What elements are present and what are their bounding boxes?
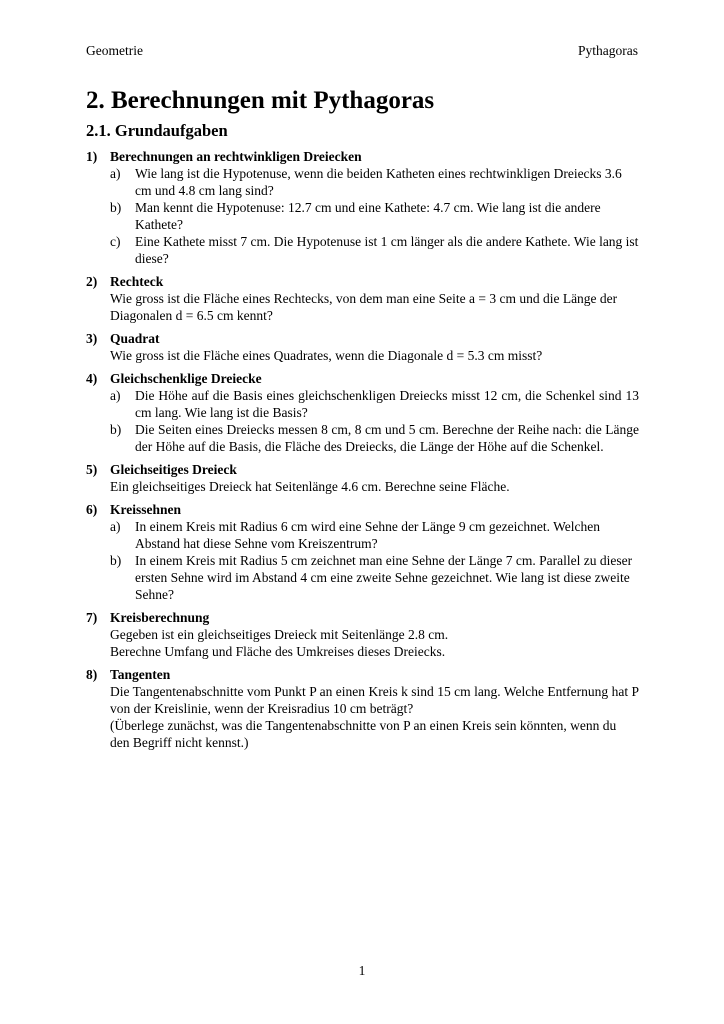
subtask-text: Die Höhe auf die Basis eines gleichschenkligen Dreiecks misst 12 cm, die Schenkel sind 13 cm lang. Wie lang ist die Basis? (135, 388, 639, 420)
subtask-letter: a) (110, 166, 121, 181)
task-text-line: (Überlege zunächst, was die Tangentenabschnitte von P an einen Kreis sein könnten, wenn du den Begriff nicht kennst.) (110, 718, 617, 750)
page-title: 2. Berechnungen mit Pythagoras (86, 87, 435, 114)
subtask (110, 421, 639, 455)
header-right: Pythagoras (578, 43, 638, 58)
subtask (110, 233, 639, 267)
subtask-letter: c) (110, 234, 121, 249)
task-title: Gleichschenklige Dreiecke (110, 371, 262, 386)
task-list (86, 148, 639, 751)
subtask (110, 199, 639, 233)
header-left: Geometrie (86, 43, 143, 58)
subtask-letter: a) (110, 519, 121, 534)
task-number: 7) (86, 610, 98, 625)
task-item (86, 148, 639, 267)
task-number: 8) (86, 667, 98, 682)
subtask-text: In einem Kreis mit Radius 5 cm zeichnet man eine Sehne der Länge 7 cm. Parallel zu dieser ersten Sehne wird im Abstand 4 cm eine zweite Sehne gezeichnet. Wie lang ist diese zweite Sehne? (135, 553, 633, 602)
subtask-text: Man kennt die Hypotenuse: 12.7 cm und eine Kathete: 4.7 cm. Wie lang ist die andere Kathete? (135, 200, 601, 232)
subtask (110, 518, 639, 552)
task-title: Rechteck (110, 274, 164, 289)
task-text-line: Gegeben ist ein gleichseitiges Dreieck mit Seitenlänge 2.8 cm. (110, 627, 449, 642)
section-title: 2.1. Grundaufgaben (86, 121, 228, 140)
task-title: Quadrat (110, 331, 160, 346)
task-number: 6) (86, 502, 98, 517)
task-item (86, 330, 639, 364)
task-number: 2) (86, 274, 98, 289)
task-number: 5) (86, 462, 98, 477)
task-number: 3) (86, 331, 98, 346)
subtask-letter: b) (110, 422, 122, 437)
subtask (110, 552, 639, 603)
task-text: Wie gross ist die Fläche eines Rechtecks, von dem man eine Seite a = 3 cm und die Länge der Diagonalen d = 6.5 cm kennt? (110, 291, 618, 323)
subtask-text: Die Seiten eines Dreiecks messen 8 cm, 8 cm und 5 cm. Berechne der Reihe nach: die Länge der Höhe auf die Basis, die Fläche des Dreiecks, die Länge der Höhe auf die Schenkel. (135, 422, 639, 454)
page-number: 1 (358, 963, 366, 978)
task-item (86, 461, 639, 495)
task-text: Wie gross ist die Fläche eines Quadrates, wenn die Diagonale d = 5.3 cm misst? (110, 348, 543, 363)
task-title: Kreisberechnung (110, 610, 210, 625)
subtask (110, 387, 639, 421)
task-text: Ein gleichseitiges Dreieck hat Seitenlänge 4.6 cm. Berechne seine Fläche. (110, 479, 510, 494)
task-item (86, 501, 639, 603)
task-title: Gleichseitiges Dreieck (110, 462, 237, 477)
subtask-letter: b) (110, 200, 122, 215)
task-title: Tangenten (110, 667, 171, 682)
task-text-line: Die Tangentenabschnitte vom Punkt P an einen Kreis k sind 15 cm lang. Welche Entfernung hat P von der Kreislinie, wenn der Kreisradius 10 cm beträgt? (110, 684, 639, 716)
subtask-letter: b) (110, 553, 122, 568)
running-header (86, 43, 638, 59)
task-number: 1) (86, 149, 98, 164)
task-title: Berechnungen an rechtwinkligen Dreiecken (110, 149, 362, 164)
subtask-letter: a) (110, 388, 121, 403)
subtask-text: Wie lang ist die Hypotenuse, wenn die beiden Katheten eines rechtwinkligen Dreiecks 3.6 cm und 4.8 cm lang sind? (135, 166, 622, 198)
task-number: 4) (86, 371, 98, 386)
subtask-text: Eine Kathete misst 7 cm. Die Hypotenuse ist 1 cm länger als die andere Kathete. Wie lang ist diese? (135, 234, 639, 266)
task-item (86, 609, 639, 660)
task-item (86, 666, 639, 751)
task-item (86, 370, 639, 455)
task-text-line: Berechne Umfang und Fläche des Umkreises dieses Dreiecks. (110, 644, 446, 659)
task-title: Kreissehnen (110, 502, 182, 517)
task-item (86, 273, 639, 324)
subtask (110, 165, 639, 199)
subtask-text: In einem Kreis mit Radius 6 cm wird eine Sehne der Länge 9 cm gezeichnet. Welchen Abstand hat diese Sehne vom Kreiszentrum? (135, 519, 601, 551)
